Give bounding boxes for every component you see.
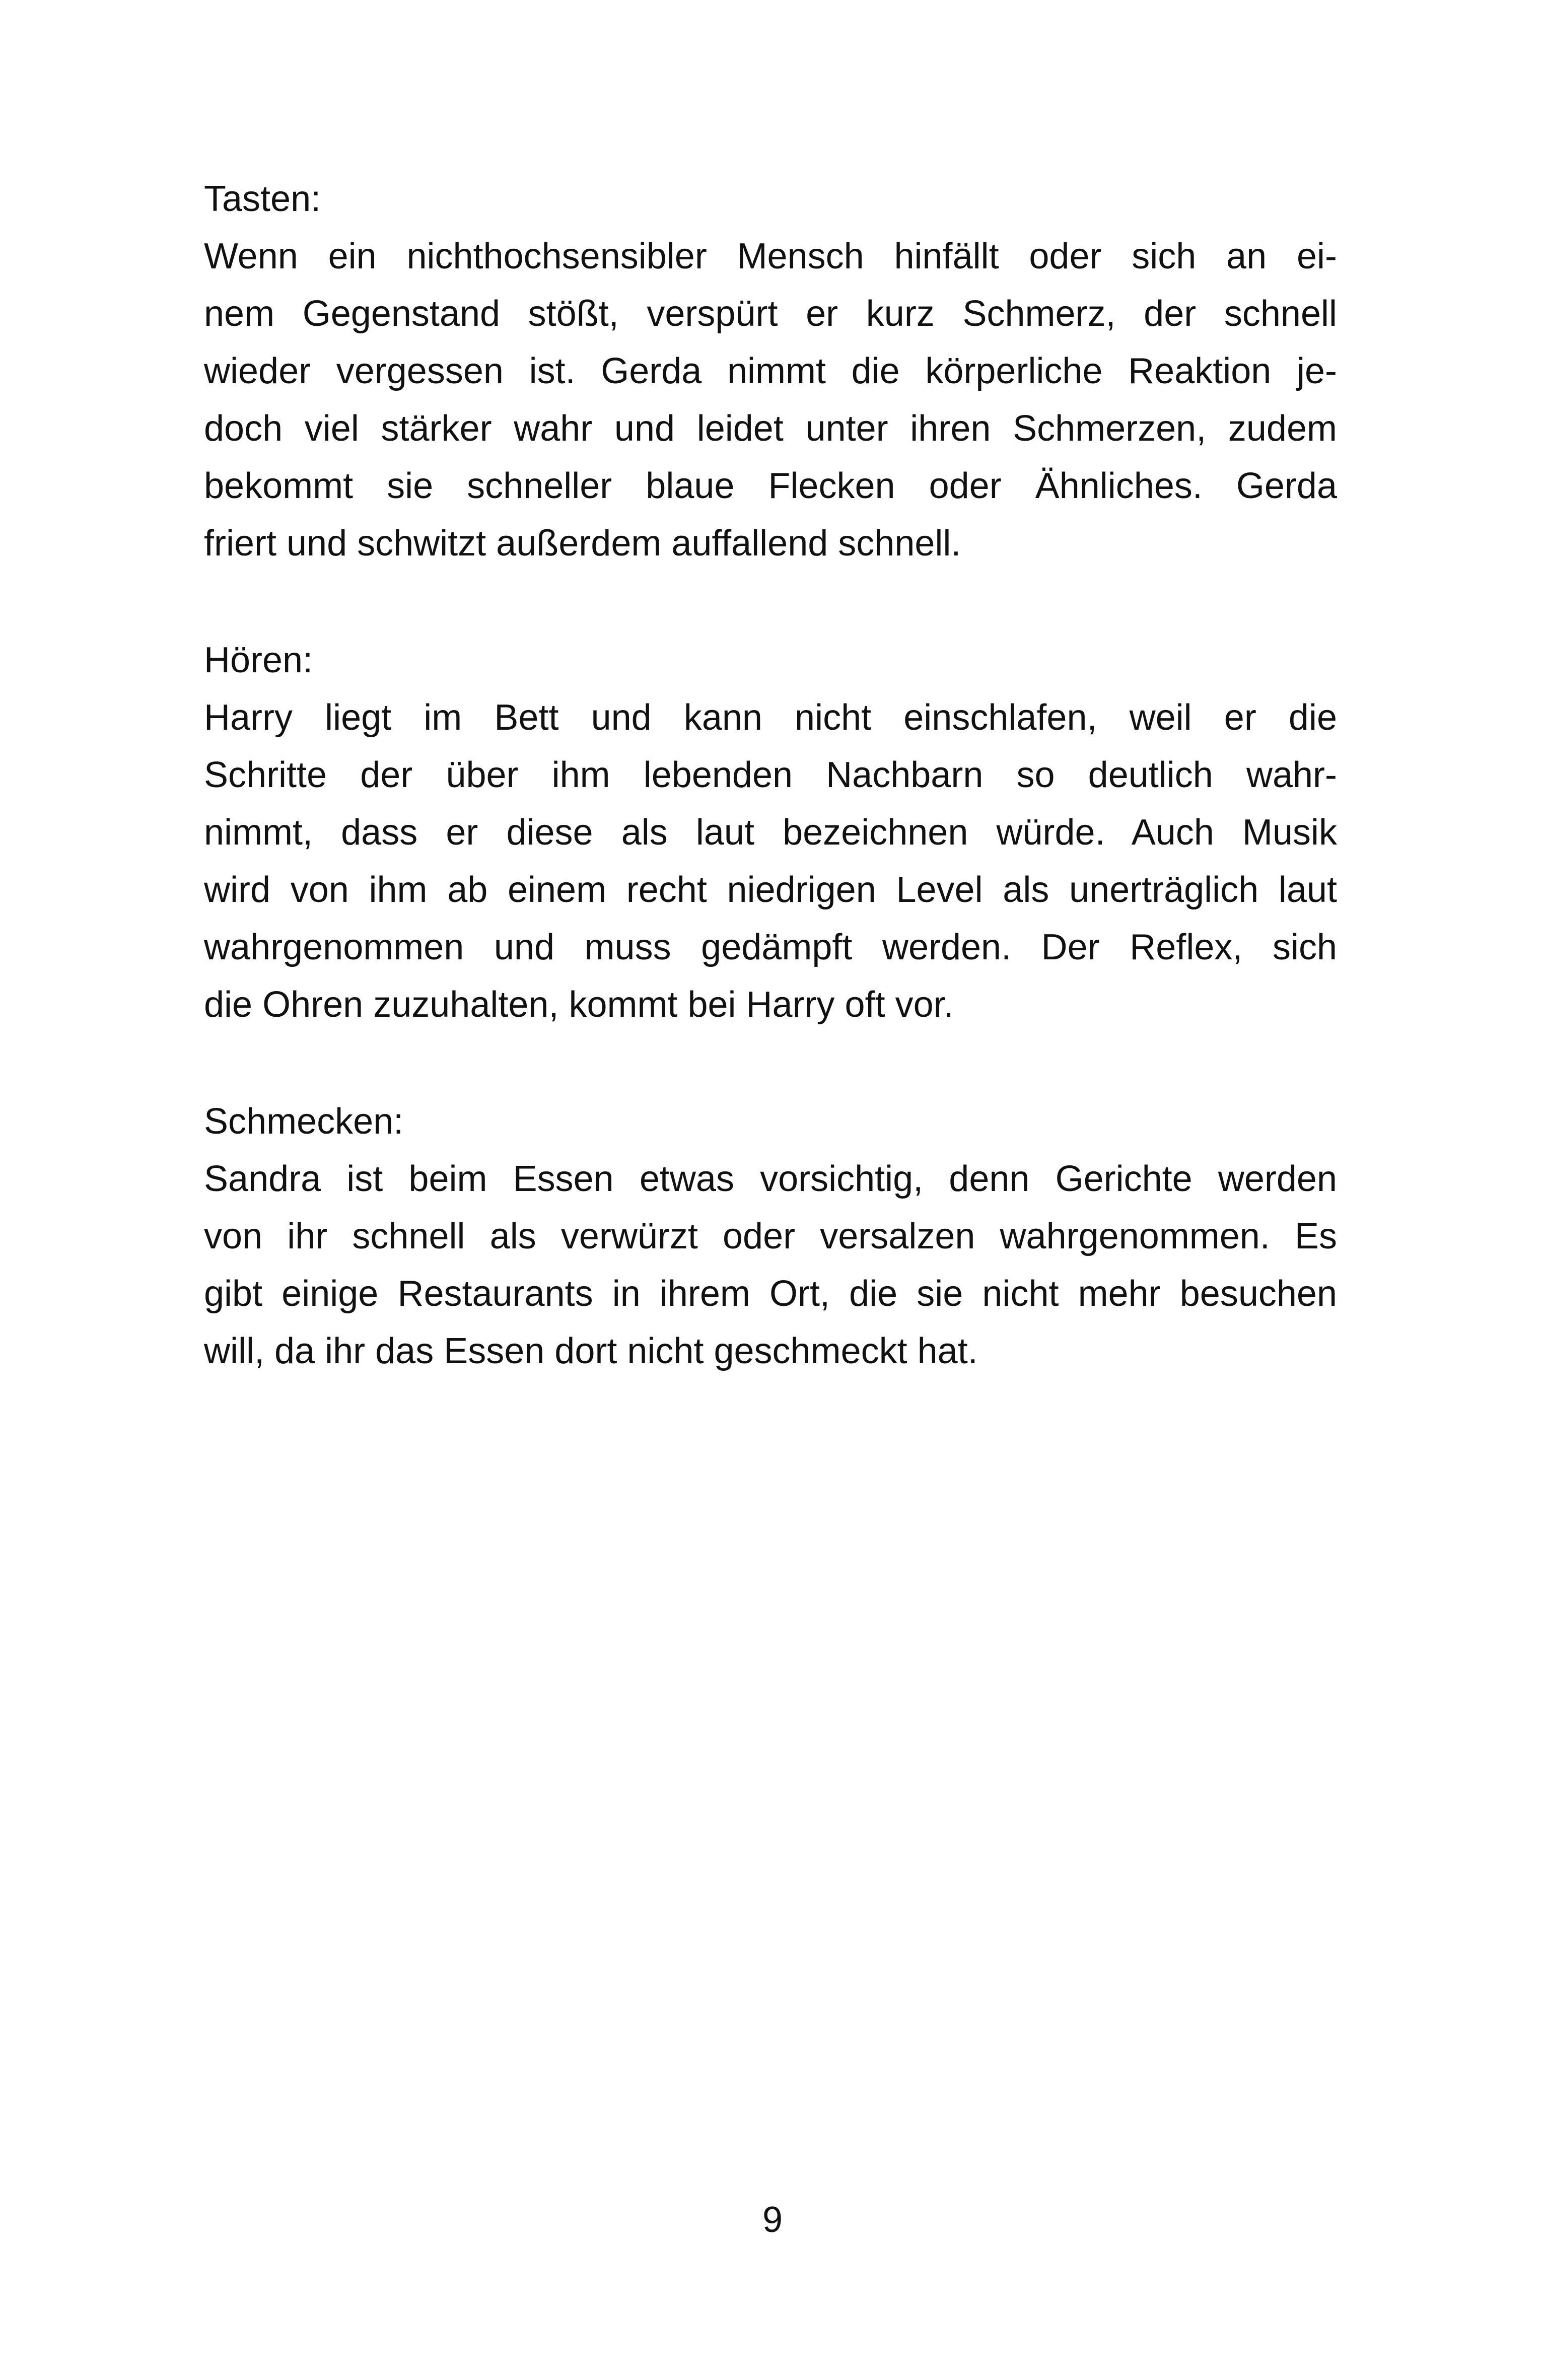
text-line: Sandra ist beim Essen etwas vorsichtig, denn Gerichte werden — [204, 1159, 1337, 1199]
text-line: gibt einige Restaurants in ihrem Ort, die sie nicht mehr besuchen — [204, 1274, 1337, 1314]
text-line: Schritte der über ihm lebenden Nachbarn so deutlich wahr- — [204, 755, 1337, 795]
text-line: von ihr schnell als verwürzt oder versalzen wahrgenommen. Es — [204, 1216, 1337, 1256]
section-schmecken — [204, 1093, 1337, 1380]
text-line: bekommt sie schneller blaue Flecken oder Ähnliches. Gerda — [204, 466, 1337, 506]
text-line: wahrgenommen und muss gedämpft werden. Der Reflex, sich — [204, 927, 1337, 967]
text-line: nimmt, dass er diese als laut bezeichnen würde. Auch Musik — [204, 812, 1337, 853]
text-line: die Ohren zuzuhalten, kommt bei Harry oft vor. — [204, 985, 954, 1025]
text-line: Wenn ein nichthochsensibler Mensch hinfällt oder sich an ei- — [204, 236, 1337, 276]
section-heading: Hören: — [204, 640, 313, 680]
section-tasten — [204, 170, 1337, 572]
page-number: 9 — [762, 2200, 783, 2240]
text-line: friert und schwitzt außerdem auffallend schnell. — [204, 523, 961, 564]
text-line: Harry liegt im Bett und kann nicht einschlafen, weil er die — [204, 697, 1337, 738]
section-heading: Schmecken: — [204, 1101, 404, 1142]
section-heading: Tasten: — [204, 179, 321, 219]
text-line: wieder vergessen ist. Gerda nimmt die körperliche Reaktion je- — [204, 351, 1337, 391]
text-line: wird von ihm ab einem recht niedrigen Level als unerträglich laut — [204, 870, 1337, 910]
text-line: doch viel stärker wahr und leidet unter ihren Schmerzen, zudem — [204, 408, 1337, 449]
text-line: nem Gegenstand stößt, verspürt er kurz Schmerz, der schnell — [204, 294, 1337, 334]
section-hoeren — [204, 632, 1337, 1033]
text-line: will, da ihr das Essen dort nicht geschmeckt hat. — [204, 1331, 978, 1371]
body-text — [204, 170, 1337, 1439]
